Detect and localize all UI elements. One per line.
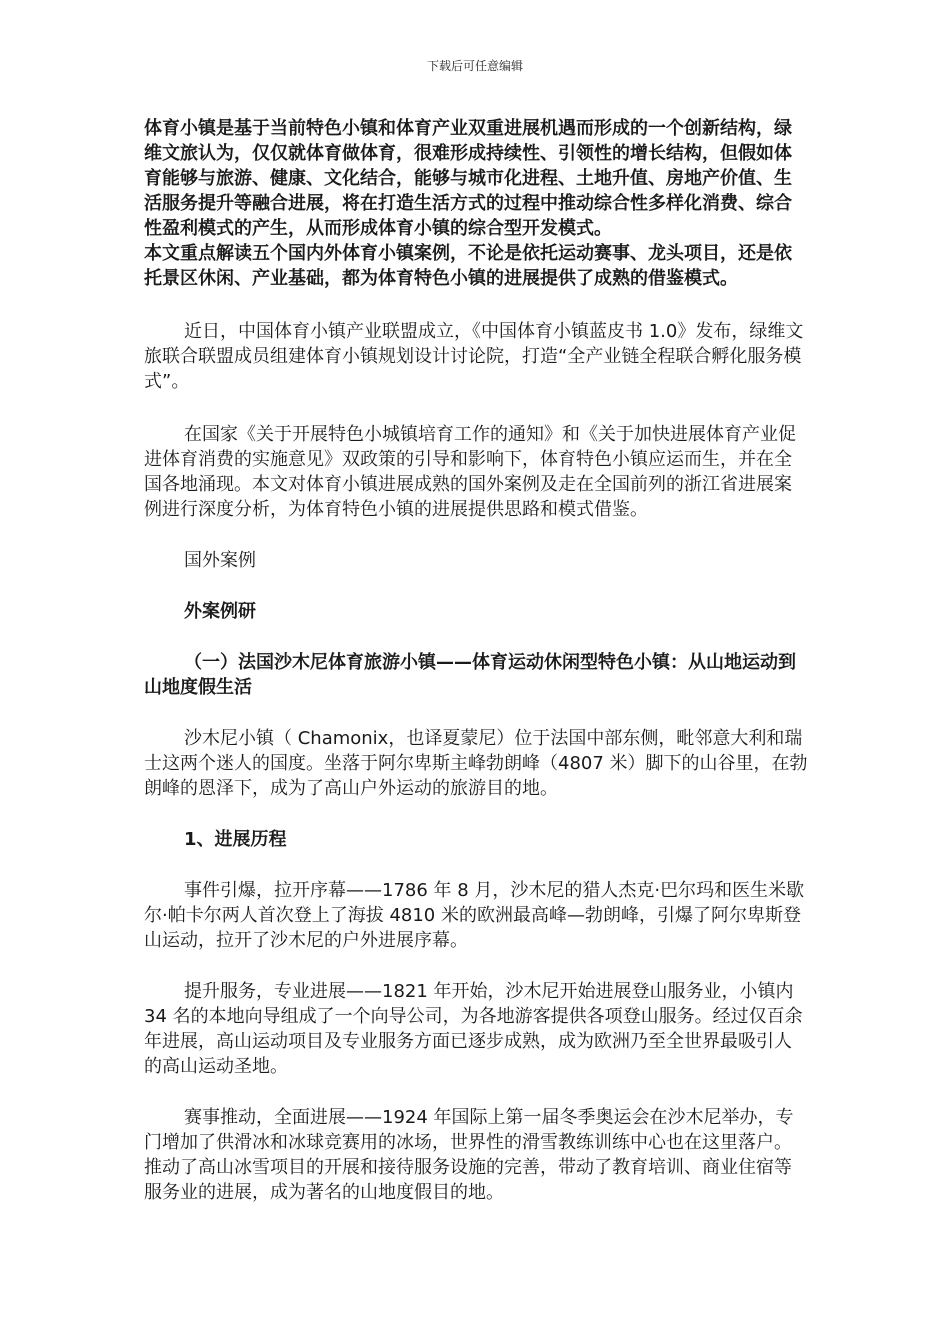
document-body (144, 116, 809, 1205)
spacer (144, 852, 809, 878)
spacer (144, 953, 809, 979)
alliance-paragraph: 近日，中国体育小镇产业联盟成立，《中国体育小镇蓝皮书 1.0》发布，绿维文旅联合联盟成员组建体育小镇规划设计讨论院，打造“全产业链全程联合孵化服务模式”。 (144, 321, 804, 392)
page-header-note: 下载后可任意编辑 (426, 59, 523, 73)
heading-case-1: （一）法国沙木尼体育旅游小镇——体育运动休闲型特色小镇：从山地运动到山地度假生活 (144, 652, 796, 698)
spacer (144, 522, 809, 548)
spacer (144, 291, 809, 319)
intro-paragraph-2: 本文重点解读五个国内外体育小镇案例，不论是依托运动赛事、龙头项目，还是依托景区休闲、产业基础，都为体育特色小镇的进展提供了成熟的借鉴模式。 (144, 243, 792, 289)
event-paragraph: 事件引爆，拉开序幕——1786 年 8 月，沙木尼的猎人杰克·巴尔玛和医生米歇尔·帕卡尔两人首次登上了海拔 4810 米的欧洲最高峰—勃朗峰，引爆了阿尔卑斯登山运动，拉开了沙木尼的户外进展序幕。 (144, 880, 805, 951)
heading-history: 1、进展历程 (184, 829, 287, 850)
service-paragraph: 提升服务，专业进展——1821 年开始，沙木尼开始进展登山服务业，小镇内 34 名的本地向导组成了一个向导公司，为各地游客提供各项登山服务。经过仅百余年进展，高山运动项目及专业服务方面已逐步成熟，成为欧洲乃至全世界最吸引人的高山运动圣地。 (144, 981, 803, 1077)
policy-paragraph: 在国家《关于开展特色小城镇培育工作的通知》和《关于加快进展体育产业促进体育消费的实施意见》双政策的引导和影响下，体育特色小镇应运而生，并在全国各地涌现。本文对体育小镇进展成熟的国外案例及走在全国前列的浙江省进展案例进行深度分析，为体育特色小镇的进展提供思路和模式借鉴。 (144, 424, 796, 520)
spacer (144, 624, 809, 650)
intro-paragraph-1: 体育小镇是基于当前特色小镇和体育产业双重进展机遇而形成的一个创新结构，绿维文旅认为，仅仅就体育做体育，很难形成持续性、引领性的增长结构，但假如体育能够与旅游、健康、文化结合，能够与城市化进程、土地升值、房地产价值、生活服务提升等融合进展，将在打造生活方式的过程中推动综合性多样化消费、综合性盈利模式的产生，从而形成体育小镇的综合型开发模式。 (144, 118, 792, 239)
games-paragraph: 赛事推动，全面进展——1924 年国际上第一届冬季奥运会在沙木尼举办，专门增加了供滑冰和冰球竞赛用的冰场，世界性的滑雪教练训练中心也在这里落户。推动了高山冰雪项目的开展和接待服务设施的完善，带动了教育培训、商业住宿等服务业的进展，成为著名的山地度假目的地。 (144, 1107, 794, 1203)
spacer (144, 394, 809, 422)
spacer (144, 700, 809, 726)
heading-foreign-cases: 国外案例 (184, 550, 256, 571)
chamonix-paragraph: 沙木尼小镇（ Chamonix，也译夏蒙尼）位于法国中部东侧，毗邻意大利和瑞士这两个迷人的国度。坐落于阿尔卑斯主峰勃朗峰（4807 米）脚下的山谷里，在勃朗峰的恩泽下，成为了高山户外运动的旅游目的地。 (144, 728, 808, 799)
spacer (144, 573, 809, 599)
spacer (144, 801, 809, 827)
spacer (144, 1079, 809, 1105)
heading-case-research: 外案例研 (184, 601, 256, 622)
